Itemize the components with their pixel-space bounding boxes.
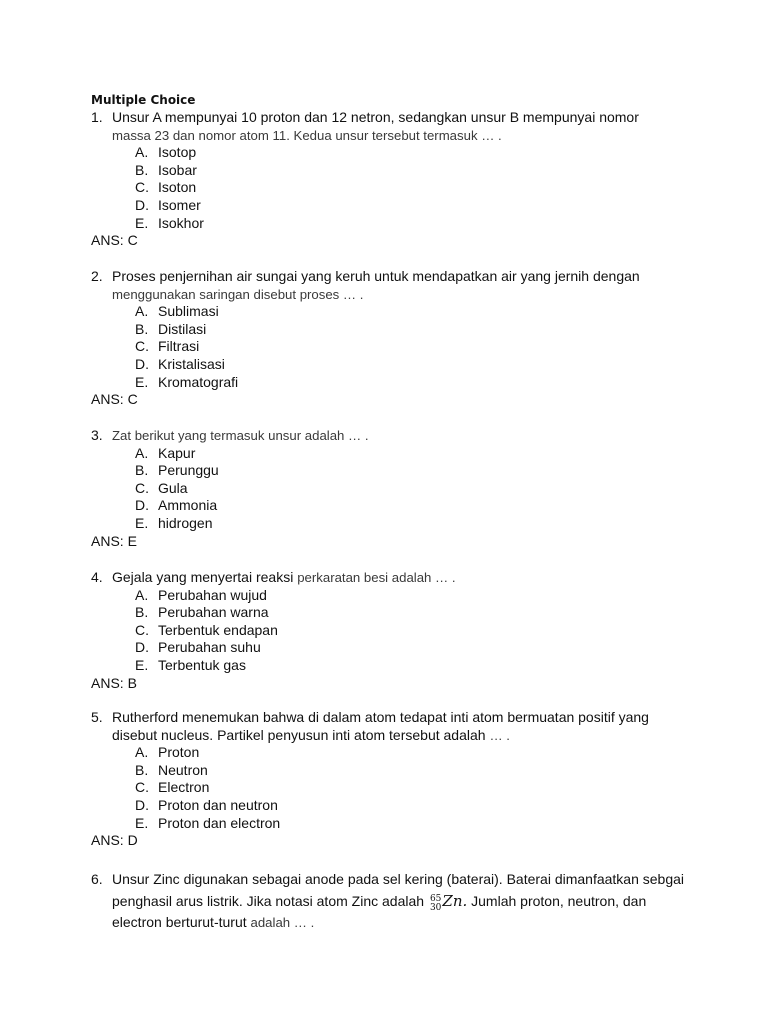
answer-key: ANS: C — [91, 391, 138, 408]
element-symbol: Zn. — [442, 892, 468, 910]
option-text: Kapur — [158, 444, 196, 461]
option-text: Perubahan suhu — [158, 639, 261, 656]
option-letter: D. — [135, 355, 149, 372]
option-text: Proton dan neutron — [158, 796, 278, 813]
question-number: 3. — [91, 427, 103, 443]
option-text: Isotop — [158, 144, 197, 161]
question-1 — [91, 109, 711, 250]
option-letter: D. — [135, 639, 149, 656]
option-letter: D. — [135, 796, 149, 813]
question-text-main: Gejala yang menyertai reaksi — [112, 569, 298, 585]
option-text: Perubahan warna — [158, 604, 269, 621]
option-letter: B. — [135, 161, 149, 178]
question-4-line-1 — [91, 569, 711, 587]
options-list — [91, 587, 711, 675]
option-text: Isomer — [158, 196, 201, 213]
option-d — [91, 356, 711, 374]
option-a — [91, 144, 711, 162]
option-d — [91, 497, 711, 515]
question-text-main: disebut nucleus. Partikel penyusun inti atom tersebut adalah — [112, 726, 490, 743]
options-list — [91, 144, 711, 232]
question-number: 4. — [91, 569, 103, 585]
option-c — [91, 779, 711, 797]
answer-key: ANS: B — [91, 674, 137, 691]
options-list — [91, 744, 711, 832]
isotope-notation — [430, 895, 441, 913]
option-d — [91, 797, 711, 815]
option-text: Filtrasi — [158, 338, 200, 355]
option-text: Isoton — [158, 179, 197, 196]
option-text: Neutron — [158, 761, 208, 778]
option-text: Kromatografi — [158, 373, 239, 390]
option-letter: B. — [135, 320, 149, 337]
option-letter: B. — [135, 462, 149, 479]
question-5-line-2 — [112, 727, 711, 745]
option-letter: D. — [135, 196, 149, 213]
question-text-main: penghasil arus listrik. Jika notasi atom Zinc adalah — [112, 893, 428, 909]
option-text: Proton dan electron — [158, 814, 281, 831]
question-5-line-1 — [91, 709, 711, 727]
option-text: Ammonia — [158, 497, 218, 514]
option-letter: A. — [135, 144, 149, 161]
option-letter: D. — [135, 497, 149, 514]
answer-key: ANS: D — [91, 832, 138, 849]
question-4 — [91, 569, 711, 692]
question-text-light: … . — [489, 727, 510, 743]
option-text: Electron — [158, 779, 210, 796]
options-list — [91, 445, 711, 533]
question-text-tail: Jumlah proton, neutron, dan — [467, 893, 647, 909]
option-letter: B. — [135, 604, 149, 621]
question-text: Unsur A mempunyai 10 proton dan 12 netron, sedangkan unsur B mempunyai nomor — [112, 109, 639, 125]
question-text: Proses penjernihan air sungai yang keruh untuk mendapatkan air yang jernih dengan — [112, 268, 640, 284]
question-number: 6. — [91, 871, 103, 887]
option-text: Kristalisasi — [158, 355, 225, 372]
option-e — [91, 215, 711, 233]
question-number: 5. — [91, 709, 103, 725]
option-text: Perunggu — [158, 462, 219, 479]
answer-key: ANS: C — [91, 232, 138, 249]
option-b — [91, 462, 711, 480]
option-letter: C. — [135, 479, 149, 496]
section-heading: Multiple Choice — [91, 93, 196, 107]
option-b — [91, 762, 711, 780]
option-letter: E. — [135, 214, 149, 231]
question-number: 2. — [91, 268, 103, 284]
option-letter: A. — [135, 586, 149, 603]
option-e — [91, 374, 711, 392]
question-3-line-1 — [91, 427, 711, 445]
option-e — [91, 815, 711, 833]
question-3 — [91, 427, 711, 550]
question-1-line-1 — [91, 109, 711, 127]
option-text: Proton — [158, 744, 200, 761]
option-text: Sublimasi — [158, 303, 219, 320]
option-c — [91, 480, 711, 498]
options-list — [91, 303, 711, 391]
option-letter: A. — [135, 444, 149, 461]
option-text: hidrogen — [158, 514, 213, 531]
option-letter: C. — [135, 621, 149, 638]
question-2-line-1 — [91, 268, 711, 286]
option-text: Terbentuk gas — [158, 656, 246, 673]
option-b — [91, 604, 711, 622]
question-2 — [91, 268, 711, 409]
option-letter: E. — [135, 514, 149, 531]
question-1-line-2: massa 23 dan nomor atom 11. Kedua unsur tersebut termasuk … . — [112, 127, 502, 143]
option-d — [91, 639, 711, 657]
option-d — [91, 197, 711, 215]
question-5 — [91, 709, 711, 850]
option-e — [91, 657, 711, 675]
option-text: Terbentuk endapan — [158, 621, 278, 638]
question-6-line-1 — [91, 868, 711, 890]
question-2-line-2: menggunakan saringan disebut proses … . — [112, 286, 364, 302]
option-c — [91, 179, 711, 197]
option-letter: B. — [135, 761, 149, 778]
option-a — [91, 303, 711, 321]
question-text — [112, 569, 456, 585]
question-number: 1. — [91, 109, 103, 125]
question-text-light: adalah … . — [250, 915, 315, 930]
option-letter: E. — [135, 814, 149, 831]
option-text: Isokhor — [158, 214, 204, 231]
answer-key: ANS: E — [91, 532, 137, 549]
option-letter: E. — [135, 373, 149, 390]
question-6 — [91, 868, 711, 932]
option-letter: C. — [135, 338, 149, 355]
question-6-line-2 — [112, 890, 711, 913]
option-c — [91, 338, 711, 356]
atomic-number: 30 — [429, 903, 442, 913]
option-letter: C. — [135, 179, 149, 196]
question-text: Zat berikut yang termasuk unsur adalah … . — [112, 428, 369, 443]
option-a — [91, 744, 711, 762]
option-letter: A. — [135, 744, 149, 761]
option-a — [91, 587, 711, 605]
option-text: Isobar — [158, 161, 197, 178]
option-letter: A. — [135, 303, 149, 320]
question-6-line-3 — [112, 913, 711, 932]
question-text: Rutherford menemukan bahwa di dalam atom tedapat inti atom bermuatan positif yang — [112, 709, 649, 725]
question-text: Unsur Zinc digunakan sebagai anode pada sel kering (baterai). Baterai dimanfaatkan sebgai — [112, 871, 685, 887]
option-text: Distilasi — [158, 320, 207, 337]
mass-number: 65 — [429, 894, 442, 904]
option-a — [91, 445, 711, 463]
option-e — [91, 515, 711, 533]
option-b — [91, 162, 711, 180]
option-text: Gula — [158, 479, 188, 496]
question-text-light: perkaratan besi adalah … . — [297, 570, 456, 585]
option-c — [91, 622, 711, 640]
question-text-main: electron berturut-turut — [112, 914, 251, 930]
option-text: Perubahan wujud — [158, 586, 267, 603]
option-letter: C. — [135, 779, 149, 796]
option-letter: E. — [135, 656, 149, 673]
option-b — [91, 321, 711, 339]
